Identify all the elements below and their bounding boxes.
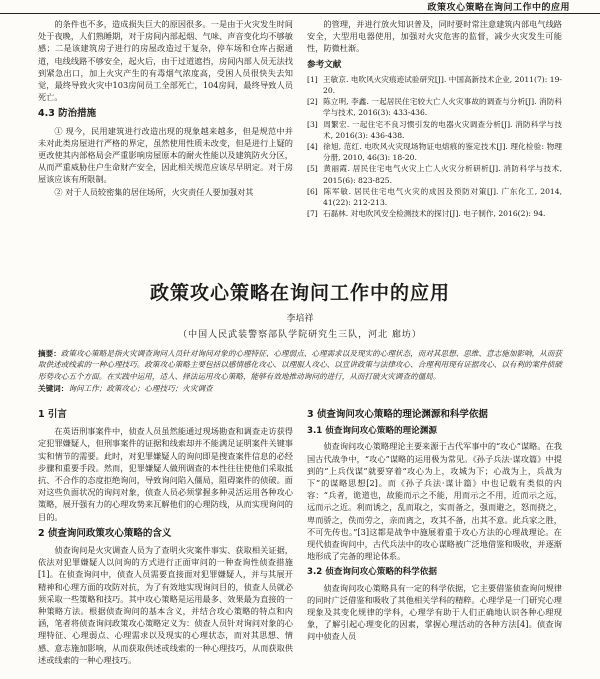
running-head-bar — [0, 0, 600, 14]
keywords — [38, 383, 562, 394]
keywords-label: 关键词： — [38, 384, 69, 393]
section-heading-3: 3 侦查询问攻心策略的理论渊源和科学依据 — [307, 409, 488, 420]
paragraph: ① 现今，民用建筑进行改造出现的现象越来越多，但是规范中并未对此类房屋进行严格的界定，虽然使用性质未改变，但是进行上疑的更改使其内部格局会严重影响房屋原本的耐火性能以及建筑防火分区，从而严重威胁住户生命财产安全，因此相关规范应该尽早明定。对于房屋该应该有所限制。 — [38, 125, 293, 185]
abstract-text: 政策攻心策略是指火灾调查询问人员针对询问对象的心理特征、心理弱点、心理需求以及现实的心理状态，而对其思想、思维、意志施加影响，从而获取供述或线索的一种心理技巧。政策攻心策略主要包括以感情感化攻心、以理服人攻心、以宣讲政策与法律攻心、合理利用现有证据攻心、以有利的案件侦破形势攻心五个方面。在实践中运用，适人、择法运用攻心策略，能够有效地推动询问的进行，从而打破火灾调查的僵局。 — [38, 349, 563, 381]
abstract — [38, 348, 562, 382]
running-head: 政策攻心策略在询问工作中的应用 — [427, 3, 570, 13]
article-affiliation: （中国人民武装警察部队学院研究生三队，河北 廊坊） — [178, 330, 422, 340]
reference-item: [7] 石磊林. 对电吹风安全检测技术的探讨[J]. 电子制作, 2016(2): 94. — [307, 209, 546, 219]
article-left-column — [38, 404, 293, 676]
article-title: 政策攻心策略在询问工作中的应用 — [149, 282, 450, 304]
reference-item: [2] 陈立明, 李鑫. 一起居民住宅较大亡人火灾事故的调查与分析[J]. 消防科学与技术, 2016(3): 433-436. — [307, 97, 562, 118]
paragraph: 侦查询问是火灾调查人员为了查明火灾案件事实、获取相关证据，依法对犯罪嫌疑人以问询的方式进行正面审问的一种查询性侦查措施[1]。在侦查询问中，侦查人员需要直接面对犯罪嫌疑人，并与其展开精神和心理方面的攻防对抗，为了有效地实现询问目的，侦查人员就必须采取一些策略和技巧。其中攻心策略是运用最多、效果最为直接的一种策略方法。根据侦查询问的基本含义，并结合攻心策略的特点和内涵，笔者将侦查询问政策攻心策略定义为：侦查人员针对询问对象的心理特征、心理弱点、心理需求以及现实的心理状态，而对其思想、情感、意志施加影响，从而获取供述或线索的一种心理技巧，从而获取供述或线索的一种心理技巧。 — [38, 545, 293, 665]
paragraph: 在英语刑事案件中，侦查人员虽然能通过现场勘查和调查走访获得定犯罪嫌疑人，但刑事案件的证据和线索却并不能满足证明案件关键事实和情节的需要。此时，对犯罪嫌疑人的询问即是搜查案件信息的必经步骤和重要手段。然而，犯罪嫌疑人做刑调查的本性往往使他们采取抵抗、不合作的态度拒绝询问，导致询问陷入僵局，阻碍案件的侦破。面对这些负面状况的询问对象，侦查人员必须掌握多种灵活运用各种攻心策略，展开强有力的心理攻势来瓦解他们的心理防线，从而实现询问的目的。 — [38, 426, 293, 522]
section-heading-1: 1 引言 — [38, 409, 67, 420]
paragraph: 的管理，并进行放火知识普及，同时要时常注意建筑内部电气线路安全，大型用电器使用，加强对火灾危害的监督，减少火灾发生可能性，防微杜渐。 — [307, 19, 562, 54]
prev-article-left-column — [38, 18, 293, 198]
references-heading: 参考文献 — [307, 59, 342, 70]
reference-item: [5] 黄丽霞. 居民住宅电气火灾上亡人火灾分析研析[J]. 消防科学与技术, 2015(6): 823-825. — [307, 164, 562, 185]
article-right-column — [307, 404, 562, 676]
reference-item: [4] 徐旭, 范红. 电吹风火灾现场物证电熔痕的鉴定技术[J]. 理化检验: 物理分册, 2010, 46(3): 18-20. — [307, 142, 562, 163]
subsection-heading-3-1: 3.1 侦查询问攻心策略的理论渊源 — [307, 426, 437, 437]
subsection-heading-3-2: 3.2 侦查询问攻心策略的科学依据 — [307, 567, 437, 578]
keywords-text: 询问工作；政策攻心；心理技巧；火灾调查 — [68, 384, 213, 393]
section-heading-2: 2 侦查询问政策攻心策略的含义 — [38, 527, 172, 539]
paragraph: 侦查询问攻心策略理论主要来源于古代军事中的“攻心”谋略。在我国古代战争中，“攻心”谋略的运用极为常见。《孙子兵法·谋攻篇》中提到的“上兵伐谋”就要穿着“攻心为上，攻城为下；心战为上，兵战为下”的谋略思想[2]。而《孙子兵法·谋计篇》中也记载有类似的内容：“兵者，诡道也，故能而示之不能，用而示之不用，近而示之远，远而示之近。利而诱之，乱而取之，实而备之，强而避之，怒而挠之，卑而骄之，佚而劳之，亲而离之，攻其不备，出其不意。此兵家之胜，不可先传也。”[3]这都是战争中施展着重于攻心方法的心理战理论。在现代侦查询问中，古代兵法中的攻心谋略被广泛地借鉴和吸收，并逐渐地形成了完备的理论体系。 — [307, 441, 562, 562]
article-author: 李培祥 — [286, 314, 314, 324]
paragraph: 侦查询问攻心策略具有一定的科学依据，它主要借鉴侦查询问规律的同时广泛借鉴和吸收了其他相关学科的精粹。心理学是一门研究心理现象及其变化规律的学科，心理学有助于人们正确地认识各种心理现象，了解引起心理变化的因素，掌握心理活动的各种方法[4]。侦查询问中侦查人员 — [307, 582, 562, 642]
reference-item: [6] 陈军敏. 居民住宅电气火灾的成因及预防对策[J]. 广东化工, 2014, 41(22): 212-213. — [307, 186, 562, 208]
paragraph: ② 对于人员较密集的居住场所，火灾责任人要加强对其 — [54, 186, 254, 197]
section-heading: 4.3 防治措施 — [38, 108, 97, 120]
paragraph: 的条件也不多，造成损失巨大的原因很多。一是由于火灾发生时间处于夜晚，人们熟睡期，对于房间内部起烟、气味、声音变化均不够敏感；二是该建筑房子进行的房屋改造过于复杂，停车场和仓库占据通道，电线线路不够安全，起火后，由于过道遮挡，房间内部人员无法找到紧急出口，加上火灾产生的有毒烟气浓度高，受困人员很快失去知觉，最终导致火灾中103房间员工全部死亡，104房间，最终导致人员死亡。 — [38, 19, 293, 103]
reference-item: [1] 王敏京. 电吹风火灾痕迹试验研究[J]. 中国高新技术企业, 2011(7): 19-20. — [307, 74, 562, 96]
reference-item: [3] 周繁宏. 一起住宅不良习惯引发的电器火灾调查分析[J]. 消防科学与技术, 2016(3): 436-438. — [307, 119, 562, 140]
abstract-label: 摘要： — [38, 349, 61, 358]
prev-article-right-column — [307, 18, 562, 219]
